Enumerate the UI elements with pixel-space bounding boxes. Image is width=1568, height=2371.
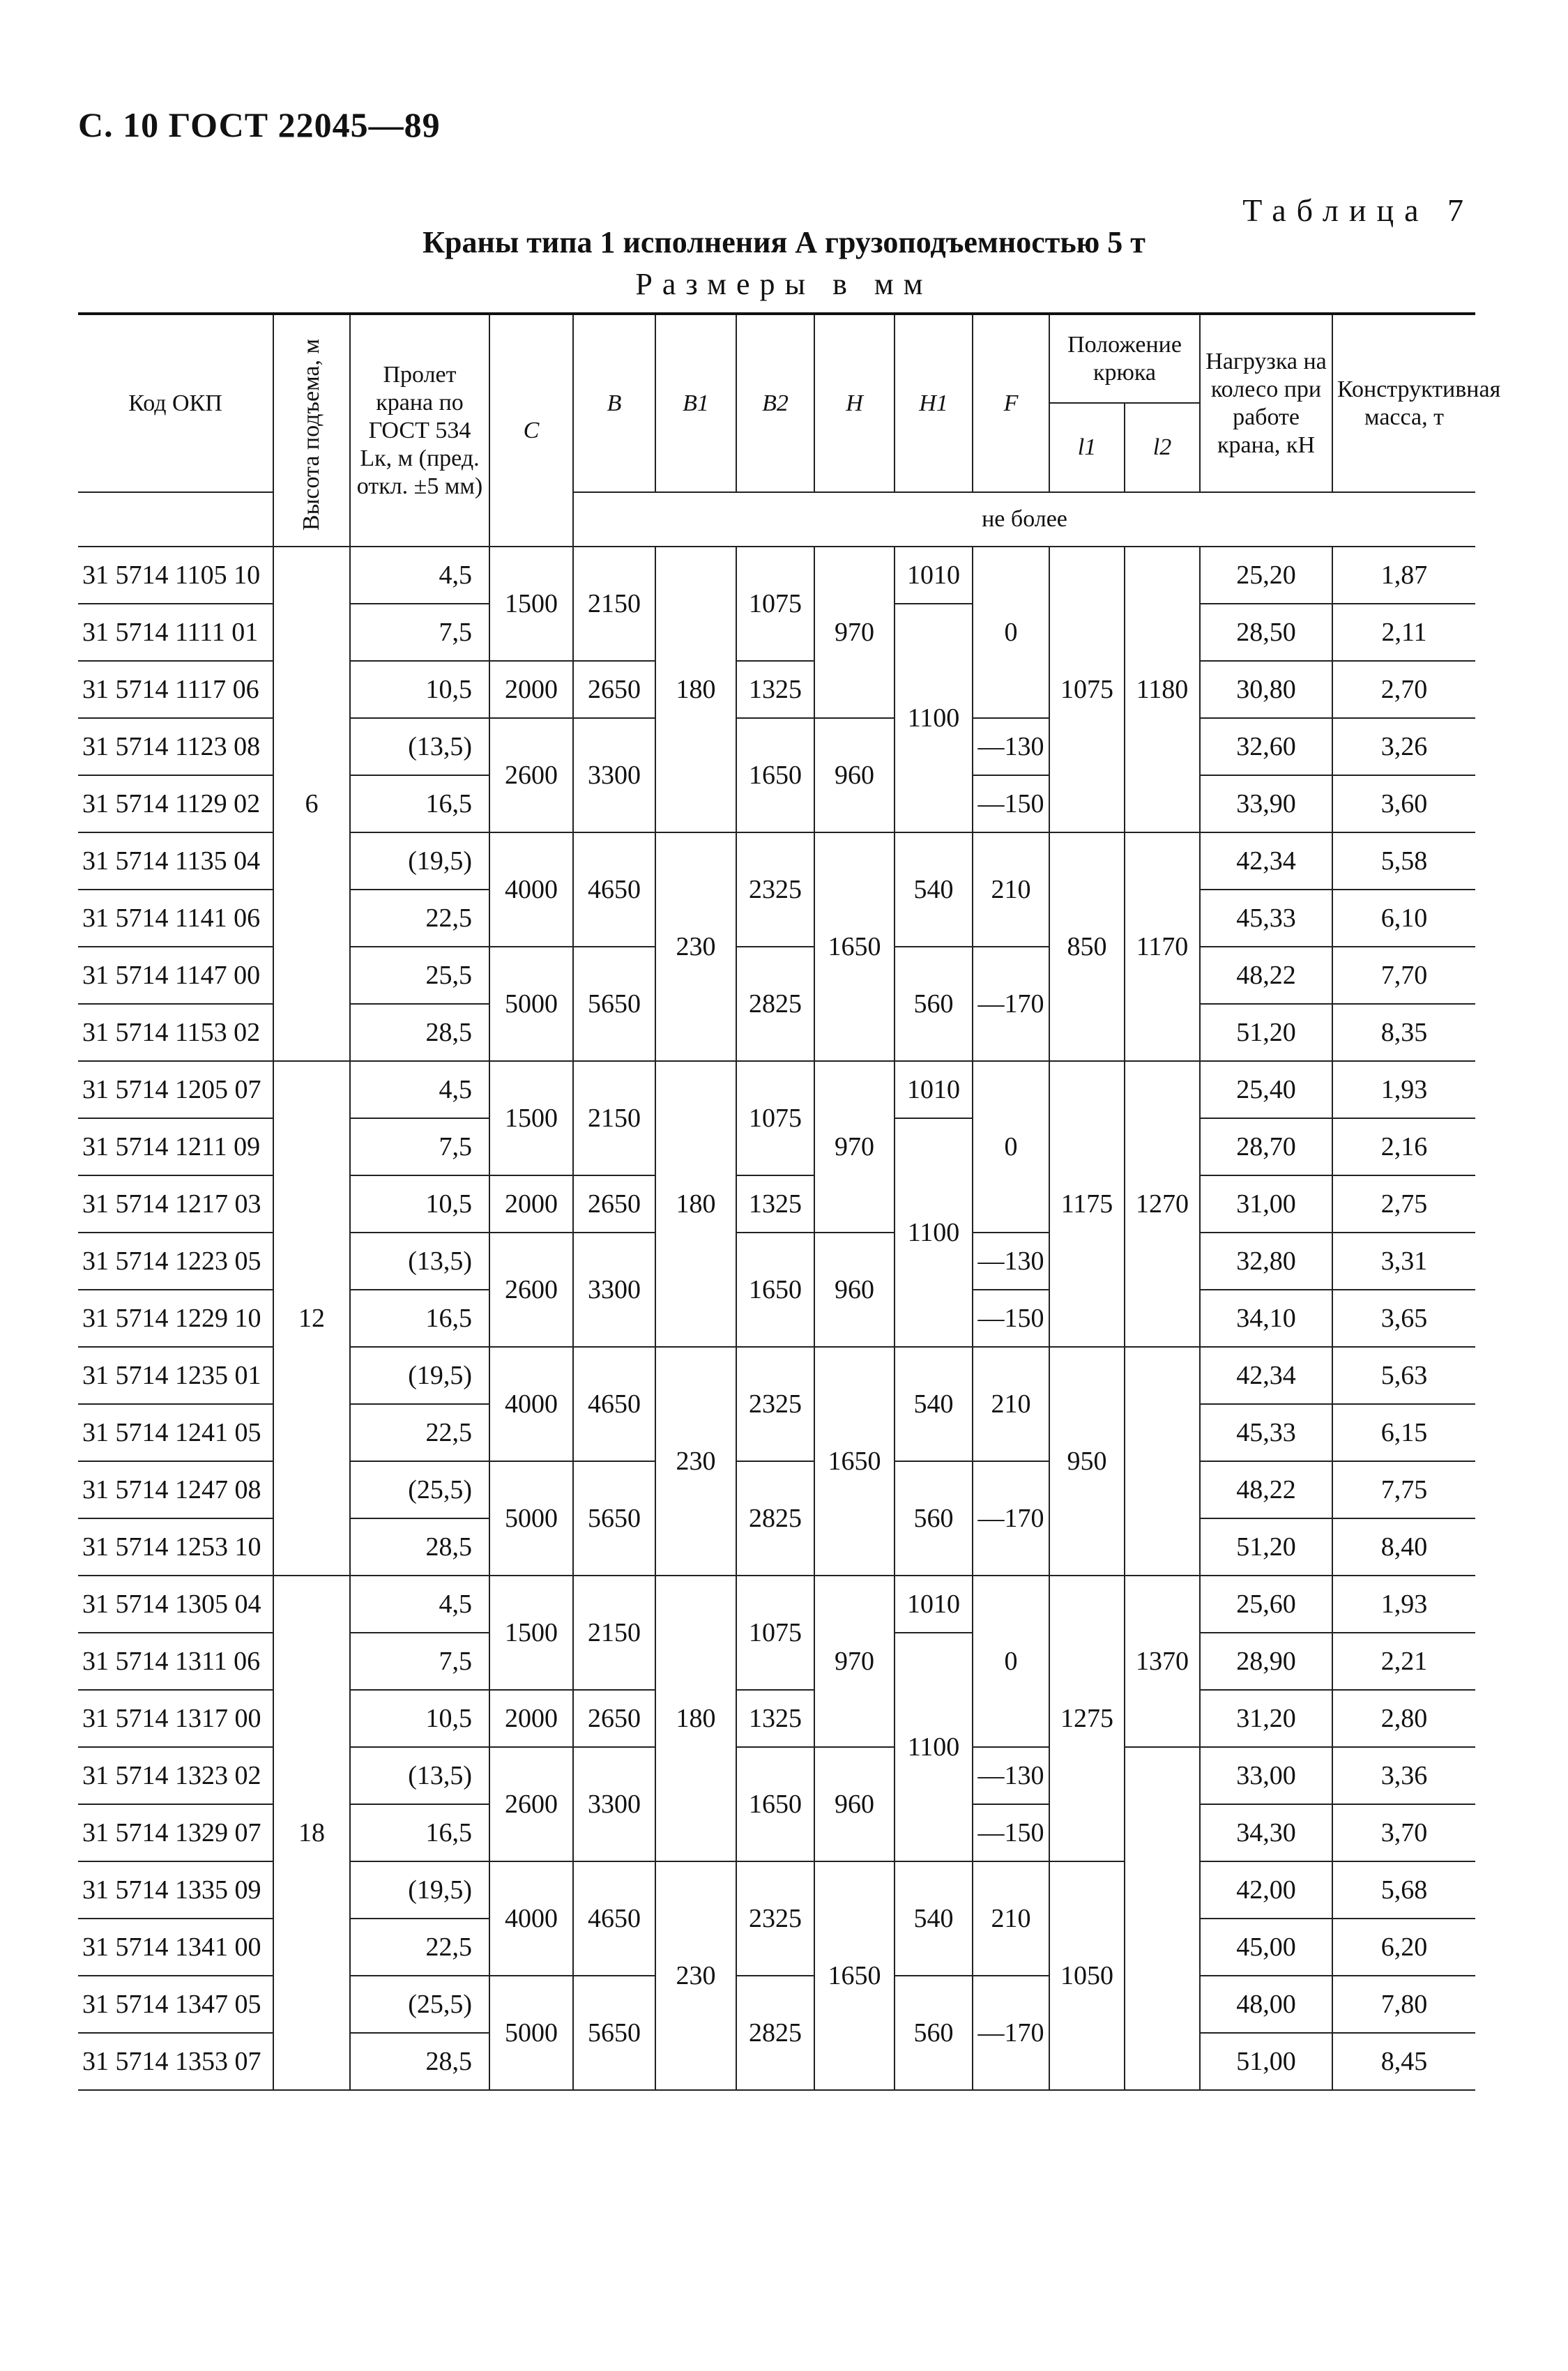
- cell-code: 31 5714 1341 00: [78, 1919, 273, 1976]
- cell-code: 31 5714 1353 07: [78, 2033, 273, 2090]
- cell-mass: 3,36: [1332, 1747, 1475, 1804]
- cell-load: 45,33: [1200, 890, 1332, 947]
- cell-load: 34,30: [1200, 1804, 1332, 1861]
- cell-mass: 2,21: [1332, 1633, 1475, 1690]
- cell-span: 4,5: [350, 1061, 489, 1118]
- cell-load: 32,80: [1200, 1233, 1332, 1290]
- cell-b: 4650: [573, 832, 655, 947]
- cell-c: 1500: [489, 547, 573, 661]
- cell-b: 2150: [573, 547, 655, 661]
- cell-h1: 540: [895, 1861, 973, 1976]
- cell-c: 1500: [489, 1576, 573, 1690]
- cell-h: 960: [814, 1233, 895, 1347]
- table-row: [78, 547, 1475, 604]
- cell-h1: 1010: [895, 1576, 973, 1633]
- cell-h: 1650: [814, 832, 895, 1061]
- cell-load: 25,20: [1200, 547, 1332, 604]
- cell-span: 10,5: [350, 661, 489, 718]
- cell-b: 5650: [573, 1461, 655, 1576]
- cell-mass: 8,40: [1332, 1518, 1475, 1576]
- cell-load: 51,00: [1200, 2033, 1332, 2090]
- cell-c: 4000: [489, 832, 573, 947]
- cell-b2: 2825: [736, 1976, 814, 2090]
- cell-code: 31 5714 1241 05: [78, 1404, 273, 1461]
- cell-f: —150: [973, 775, 1049, 832]
- cell-c: 2600: [489, 1233, 573, 1347]
- cell-f: —170: [973, 947, 1049, 1061]
- table-row: [78, 1576, 1475, 1633]
- cell-h1: 540: [895, 832, 973, 947]
- cell-load: 48,00: [1200, 1976, 1332, 2033]
- cell-code: 31 5714 1323 02: [78, 1747, 273, 1804]
- cell-c: 4000: [489, 1861, 573, 1976]
- cell-mass: 3,70: [1332, 1804, 1475, 1861]
- cell-f: —130: [973, 1233, 1049, 1290]
- col-header-f: F: [973, 314, 1049, 492]
- col-header-l2: l2: [1125, 403, 1200, 492]
- cell-load: 33,90: [1200, 775, 1332, 832]
- cell-span: (19,5): [350, 1861, 489, 1919]
- cell-load: 25,40: [1200, 1061, 1332, 1118]
- cell-l2: [1125, 1747, 1200, 2090]
- cell-mass: 1,93: [1332, 1061, 1475, 1118]
- cell-span: (19,5): [350, 832, 489, 890]
- cell-mass: 2,75: [1332, 1175, 1475, 1233]
- cell-b: 3300: [573, 1747, 655, 1861]
- cell-f: 0: [973, 1061, 1049, 1233]
- cell-span: (13,5): [350, 1747, 489, 1804]
- cell-b: 2650: [573, 661, 655, 718]
- cell-span: 10,5: [350, 1175, 489, 1233]
- cell-b2: 1650: [736, 1747, 814, 1861]
- cell-c: 1500: [489, 1061, 573, 1175]
- cell-f: —150: [973, 1290, 1049, 1347]
- cell-span: 16,5: [350, 775, 489, 832]
- cell-mass: 5,68: [1332, 1861, 1475, 1919]
- cell-height: 6: [273, 547, 350, 1061]
- col-header-mass: Конструктивная масса, т: [1332, 314, 1475, 492]
- col-header-c: C: [489, 314, 573, 547]
- cell-mass: 3,26: [1332, 718, 1475, 775]
- cell-h1: 540: [895, 1347, 973, 1461]
- cell-code: 31 5714 1147 00: [78, 947, 273, 1004]
- cell-span: 28,5: [350, 1004, 489, 1061]
- cell-mass: 5,63: [1332, 1347, 1475, 1404]
- cell-b: 3300: [573, 1233, 655, 1347]
- cell-c: 5000: [489, 1976, 573, 2090]
- cell-c: 2000: [489, 1175, 573, 1233]
- cell-mass: 1,93: [1332, 1576, 1475, 1633]
- cell-h: 960: [814, 718, 895, 832]
- cell-span: 16,5: [350, 1804, 489, 1861]
- cell-h1: 1010: [895, 1061, 973, 1118]
- cell-load: 51,20: [1200, 1004, 1332, 1061]
- not-more-label: не более: [573, 492, 1475, 547]
- cell-b1: 180: [655, 1061, 736, 1347]
- cell-mass: 2,80: [1332, 1690, 1475, 1747]
- col-header-code-blank: [78, 492, 273, 547]
- cell-h: 970: [814, 547, 895, 718]
- cell-code: 31 5714 1305 04: [78, 1576, 273, 1633]
- cell-load: 28,50: [1200, 604, 1332, 661]
- cell-mass: 8,35: [1332, 1004, 1475, 1061]
- cell-mass: 3,65: [1332, 1290, 1475, 1347]
- cell-f: —170: [973, 1461, 1049, 1576]
- cell-code: 31 5714 1317 00: [78, 1690, 273, 1747]
- cell-code: 31 5714 1135 04: [78, 832, 273, 890]
- cell-span: 7,5: [350, 1633, 489, 1690]
- cell-span: 28,5: [350, 2033, 489, 2090]
- cell-h1: 1100: [895, 1633, 973, 1861]
- cell-mass: 7,75: [1332, 1461, 1475, 1518]
- cell-code: 31 5714 1205 07: [78, 1061, 273, 1118]
- col-header-code: Код ОКП: [78, 314, 273, 492]
- cell-code: 31 5714 1347 05: [78, 1976, 273, 2033]
- cell-code: 31 5714 1141 06: [78, 890, 273, 947]
- cell-f: 0: [973, 1576, 1049, 1747]
- cell-load: 42,00: [1200, 1861, 1332, 1919]
- cell-load: 48,22: [1200, 1461, 1332, 1518]
- cell-span: 22,5: [350, 1919, 489, 1976]
- cell-load: 30,80: [1200, 661, 1332, 718]
- cell-b: 2650: [573, 1175, 655, 1233]
- cell-load: 42,34: [1200, 1347, 1332, 1404]
- cell-span: 16,5: [350, 1290, 489, 1347]
- cell-span: 25,5: [350, 947, 489, 1004]
- cell-load: 33,00: [1200, 1747, 1332, 1804]
- table-row: [78, 1061, 1475, 1118]
- cell-code: 31 5714 1211 09: [78, 1118, 273, 1175]
- cell-b2: 1075: [736, 547, 814, 661]
- cell-span: 22,5: [350, 1404, 489, 1461]
- cell-code: 31 5714 1129 02: [78, 775, 273, 832]
- cell-span: 7,5: [350, 604, 489, 661]
- cell-code: 31 5714 1229 10: [78, 1290, 273, 1347]
- cell-load: 25,60: [1200, 1576, 1332, 1633]
- col-header-span: Пролет крана по ГОСТ 534 Lк, м (пред. откл. ±5 мм): [350, 314, 489, 547]
- cell-b1: 230: [655, 1861, 736, 2090]
- cell-b2: 1650: [736, 1233, 814, 1347]
- cell-l2: 1170: [1125, 832, 1200, 1061]
- cell-b: 2150: [573, 1061, 655, 1175]
- cell-b2: 1650: [736, 718, 814, 832]
- table-title: Краны типа 1 исполнения А грузоподъемностью 5 т: [423, 225, 1145, 259]
- cell-mass: 3,60: [1332, 775, 1475, 832]
- cell-load: 48,22: [1200, 947, 1332, 1004]
- cell-f: 210: [973, 832, 1049, 947]
- cell-b2: 2325: [736, 832, 814, 947]
- cell-mass: 7,70: [1332, 947, 1475, 1004]
- col-header-b: B: [573, 314, 655, 492]
- cell-b: 3300: [573, 718, 655, 832]
- cell-code: 31 5714 1123 08: [78, 718, 273, 775]
- cell-mass: 2,16: [1332, 1118, 1475, 1175]
- cell-code: 31 5714 1217 03: [78, 1175, 273, 1233]
- cell-b: 5650: [573, 947, 655, 1061]
- cell-span: (25,5): [350, 1976, 489, 2033]
- cell-code: 31 5714 1329 07: [78, 1804, 273, 1861]
- cell-span: 4,5: [350, 547, 489, 604]
- cell-mass: 3,31: [1332, 1233, 1475, 1290]
- cell-code: 31 5714 1235 01: [78, 1347, 273, 1404]
- col-header-h: H: [814, 314, 895, 492]
- cell-b: 4650: [573, 1861, 655, 1976]
- col-header-l1: l1: [1049, 403, 1125, 492]
- cell-l2: 1370: [1125, 1576, 1200, 1747]
- cell-load: 42,34: [1200, 832, 1332, 890]
- cell-l2: 1180: [1125, 547, 1200, 832]
- cell-load: 51,20: [1200, 1518, 1332, 1576]
- cell-load: 28,90: [1200, 1633, 1332, 1690]
- cell-b2: 2325: [736, 1861, 814, 1976]
- col-header-b2: B2: [736, 314, 814, 492]
- crane-dimensions-table: [78, 312, 1501, 2091]
- cell-span: 10,5: [350, 1690, 489, 1747]
- cell-b2: 1325: [736, 661, 814, 718]
- cell-load: 45,33: [1200, 1404, 1332, 1461]
- cell-load: 32,60: [1200, 718, 1332, 775]
- cell-load: 28,70: [1200, 1118, 1332, 1175]
- cell-f: 0: [973, 547, 1049, 718]
- cell-b2: 1075: [736, 1576, 814, 1690]
- cell-h1: 1010: [895, 547, 973, 604]
- cell-f: —130: [973, 718, 1049, 775]
- cell-b: 5650: [573, 1976, 655, 2090]
- cell-mass: 6,20: [1332, 1919, 1475, 1976]
- cell-code: 31 5714 1335 09: [78, 1861, 273, 1919]
- cell-c: 2600: [489, 1747, 573, 1861]
- cell-l1: 1175: [1049, 1061, 1125, 1347]
- cell-l1: 850: [1049, 832, 1125, 1061]
- cell-l1: 1050: [1049, 1861, 1125, 2090]
- cell-c: 2000: [489, 1690, 573, 1747]
- cell-span: (13,5): [350, 1233, 489, 1290]
- cell-b1: 180: [655, 547, 736, 832]
- cell-b: 4650: [573, 1347, 655, 1461]
- cell-b2: 1325: [736, 1690, 814, 1747]
- cell-code: 31 5714 1105 10: [78, 547, 273, 604]
- cell-mass: 8,45: [1332, 2033, 1475, 2090]
- cell-c: 4000: [489, 1347, 573, 1461]
- cell-h1: 560: [895, 1976, 973, 2090]
- cell-h: 1650: [814, 1347, 895, 1576]
- cell-c: 5000: [489, 947, 573, 1061]
- cell-b2: 2325: [736, 1347, 814, 1461]
- cell-b1: 180: [655, 1576, 736, 1861]
- cell-span: 22,5: [350, 890, 489, 947]
- cell-l2: [1125, 1347, 1200, 1576]
- cell-code: 31 5714 1311 06: [78, 1633, 273, 1690]
- cell-code: 31 5714 1111 01: [78, 604, 273, 661]
- cell-b2: 2825: [736, 1461, 814, 1576]
- cell-h1: 560: [895, 1461, 973, 1576]
- cell-mass: 6,15: [1332, 1404, 1475, 1461]
- cell-mass: 7,80: [1332, 1976, 1475, 2033]
- cell-l1: 1075: [1049, 547, 1125, 832]
- cell-mass: 1,87: [1332, 547, 1475, 604]
- cell-b2: 2825: [736, 947, 814, 1061]
- cell-h: 970: [814, 1061, 895, 1233]
- cell-l2: 1270: [1125, 1061, 1200, 1347]
- units-caption: Размеры в мм: [635, 267, 933, 301]
- cell-code: 31 5714 1117 06: [78, 661, 273, 718]
- cell-load: 34,10: [1200, 1290, 1332, 1347]
- cell-l1: 1275: [1049, 1576, 1125, 1861]
- cell-h1: 1100: [895, 604, 973, 832]
- cell-b: 2650: [573, 1690, 655, 1747]
- cell-height: 18: [273, 1576, 350, 2090]
- cell-c: 2600: [489, 718, 573, 832]
- col-header-b1: B1: [655, 314, 736, 492]
- cell-code: 31 5714 1247 08: [78, 1461, 273, 1518]
- cell-h1: 1100: [895, 1118, 973, 1347]
- cell-load: 31,00: [1200, 1175, 1332, 1233]
- cell-c: 5000: [489, 1461, 573, 1576]
- cell-load: 31,20: [1200, 1690, 1332, 1747]
- cell-b1: 230: [655, 1347, 736, 1576]
- col-header-load: Нагрузка на колесо при работе крана, кН: [1200, 314, 1332, 492]
- cell-h: 1650: [814, 1861, 895, 2090]
- cell-mass: 5,58: [1332, 832, 1475, 890]
- col-header-h1: H1: [895, 314, 973, 492]
- cell-code: 31 5714 1153 02: [78, 1004, 273, 1061]
- cell-f: —130: [973, 1747, 1049, 1804]
- cell-b2: 1325: [736, 1175, 814, 1233]
- cell-code: 31 5714 1253 10: [78, 1518, 273, 1576]
- cell-mass: 6,10: [1332, 890, 1475, 947]
- cell-f: 210: [973, 1347, 1049, 1461]
- col-header-height: Высота подъема, м: [273, 314, 350, 547]
- cell-load: 45,00: [1200, 1919, 1332, 1976]
- cell-code: 31 5714 1223 05: [78, 1233, 273, 1290]
- cell-f: 210: [973, 1861, 1049, 1976]
- cell-mass: 2,11: [1332, 604, 1475, 661]
- cell-f: —170: [973, 1976, 1049, 2090]
- cell-height: 12: [273, 1061, 350, 1576]
- cell-span: 7,5: [350, 1118, 489, 1175]
- cell-span: (19,5): [350, 1347, 489, 1404]
- cell-span: (25,5): [350, 1461, 489, 1518]
- cell-l1: 950: [1049, 1347, 1125, 1576]
- table-number: Таблица 7: [1242, 192, 1474, 228]
- cell-h1: 560: [895, 947, 973, 1061]
- col-header-hook: Положение крюка: [1049, 314, 1200, 403]
- cell-b1: 230: [655, 832, 736, 1061]
- page-header: С. 10 ГОСТ 22045—89: [78, 105, 441, 144]
- cell-span: (13,5): [350, 718, 489, 775]
- cell-span: 4,5: [350, 1576, 489, 1633]
- cell-f: —150: [973, 1804, 1049, 1861]
- cell-mass: 2,70: [1332, 661, 1475, 718]
- cell-h: 960: [814, 1747, 895, 1861]
- cell-b: 2150: [573, 1576, 655, 1690]
- cell-c: 2000: [489, 661, 573, 718]
- cell-span: 28,5: [350, 1518, 489, 1576]
- cell-h: 970: [814, 1576, 895, 1747]
- cell-b2: 1075: [736, 1061, 814, 1175]
